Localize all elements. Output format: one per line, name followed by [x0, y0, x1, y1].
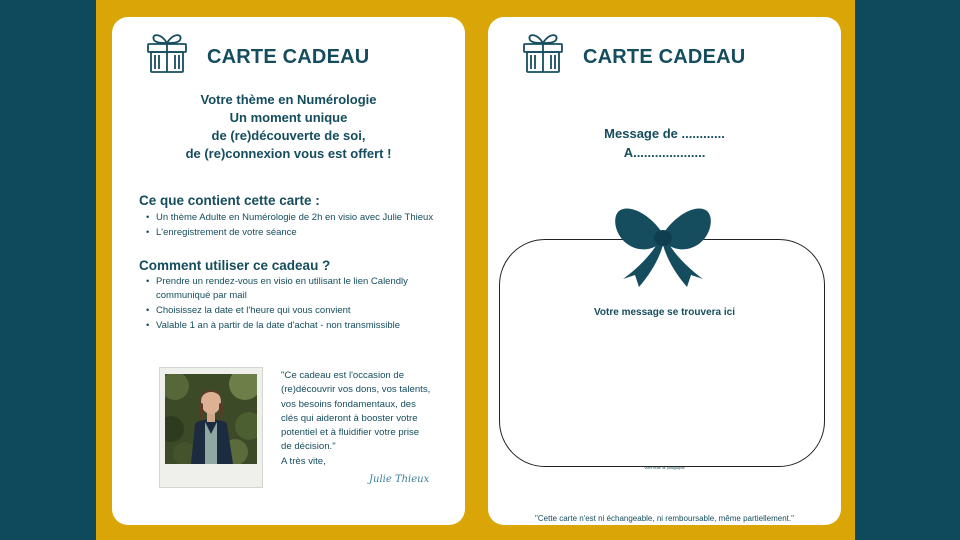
list-item: • Choisissez la date et l'heure qui vous convient	[139, 304, 459, 318]
bow-icon	[609, 207, 717, 289]
quote-line: (re)découvrir vos dons, vos talents,	[281, 384, 431, 396]
gift-card-front	[112, 17, 465, 525]
message-from: Message de ............	[604, 126, 725, 141]
list-item: • Valable 1 an à partir de la date d'achat - non transmissible	[139, 319, 459, 333]
signature: Julie Thieux	[369, 474, 430, 485]
intro-text	[112, 91, 465, 163]
contents-heading: Ce que contient cette carte :	[139, 193, 320, 208]
card-title: CARTE CADEAU	[207, 46, 370, 68]
testimonial-quote	[281, 369, 461, 469]
quote-line: A très vite,	[281, 455, 326, 467]
message-placeholder: Votre message se trouvera ici	[594, 307, 735, 318]
gift-card-back	[488, 17, 841, 525]
quote-line: potentiel et à fluidifier votre prise	[281, 427, 420, 439]
portrait-photo	[165, 374, 257, 464]
gift-icon	[520, 27, 566, 75]
quote-line: "Ce cadeau est l'occasion de	[281, 370, 405, 381]
portrait-polaroid	[160, 368, 262, 487]
intro-line: de (re)découverte de soi,	[211, 128, 366, 143]
list-item: • Prendre un rendez-vous en visio en utilisant le lien Calendly communiqué par mail	[139, 275, 459, 302]
usage-heading: Comment utiliser ce cadeau ?	[139, 258, 331, 273]
quote-line: clés qui aideront à booster votre	[281, 412, 418, 424]
list-item: • L'enregistrement de votre séance	[139, 226, 459, 240]
disclaimer: "Cette carte n'est ni échangeable, ni remboursable, même partiellement."	[535, 514, 794, 523]
usage-list	[139, 275, 459, 334]
quote-line: de décision."	[281, 441, 336, 453]
contents-list	[139, 211, 459, 241]
gift-icon	[144, 27, 190, 75]
quote-line: vos besoins fondamentaux, des	[281, 398, 416, 410]
list-item: • Un thème Adulte en Numérologie de 2h en visio avec Julie Thieux	[139, 211, 459, 225]
intro-line: Un moment unique	[229, 110, 348, 125]
card-title: CARTE CADEAU	[583, 46, 746, 68]
intro-line: de (re)connexion vous est offert !	[185, 146, 392, 161]
intro-line: Votre thème en Numérologie	[200, 92, 377, 107]
paragraph-caption: Votre texte de paragraphe	[644, 466, 685, 470]
message-to: A....................	[623, 145, 706, 160]
